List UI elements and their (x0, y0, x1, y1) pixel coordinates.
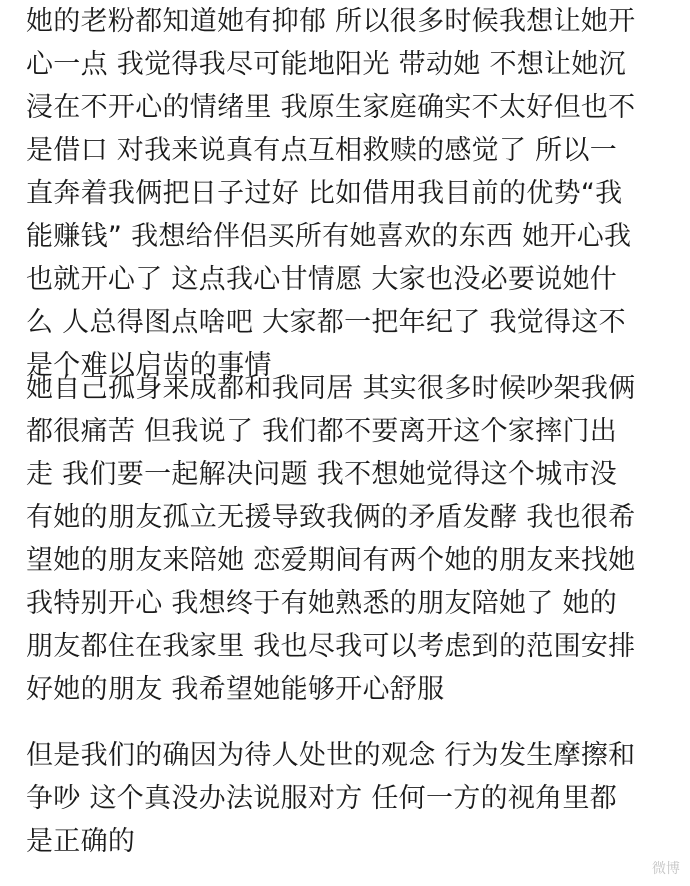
text-line: 心一点 我觉得我尽可能地阳光 带动她 不想让她沉 (26, 49, 626, 80)
text-line: 但是我们的确因为待人处世的观念 行为发生摩擦和 (26, 740, 636, 771)
paragraph-1 (26, 0, 676, 387)
text-line: 是个难以启齿的事情 (26, 350, 272, 381)
text-line: 争吵 这个真没办法说服对方 任何一方的视角里都 (26, 783, 618, 814)
text-line: 她的老粉都知道她有抑郁 所以很多时候我想让她开 (26, 6, 636, 37)
paragraph-2 (26, 367, 676, 711)
text-line: 直奔着我俩把日子过好 比如借用我目前的优势“我 (26, 178, 623, 209)
text-line: 她自己孤身来成都和我同居 其实很多时候吵架我俩 (26, 373, 636, 404)
text-line: 也就开心了 这点我心甘情愿 大家也没必要说她什 (26, 264, 618, 295)
text-line: 能赚钱” 我想给伴侣买所有她喜欢的东西 她开心我 (26, 221, 632, 252)
text-line: 是正确的 (26, 826, 136, 857)
text-line: 朋友都住在我家里 我也尽我可以考虑到的范围安排 (26, 631, 636, 662)
text-line: 么 人总得图点啥吧 大家都一把年纪了 我觉得这不 (26, 307, 626, 338)
text-line: 是借口 对我来说真有点互相救赎的感觉了 所以一 (26, 135, 618, 166)
text-line: 有她的朋友孤立无援导致我俩的矛盾发酵 我也很希 (26, 502, 636, 533)
text-line: 我特别开心 我想终于有她熟悉的朋友陪她了 她的 (26, 588, 618, 619)
text-line: 好她的朋友 我希望她能够开心舒服 (26, 674, 445, 705)
paragraph-3 (26, 734, 676, 863)
text-line: 都很痛苦 但我说了 我们都不要离开这个家摔门出 (26, 416, 618, 447)
text-line: 浸在不开心的情绪里 我原生家庭确实不太好但也不 (26, 92, 636, 123)
text-line: 望她的朋友来陪她 恋爱期间有两个她的朋友来找她 (26, 545, 636, 576)
text-line: 走 我们要一起解决问题 我不想她觉得这个城市没 (26, 459, 618, 490)
watermark: 微博 (652, 861, 680, 877)
